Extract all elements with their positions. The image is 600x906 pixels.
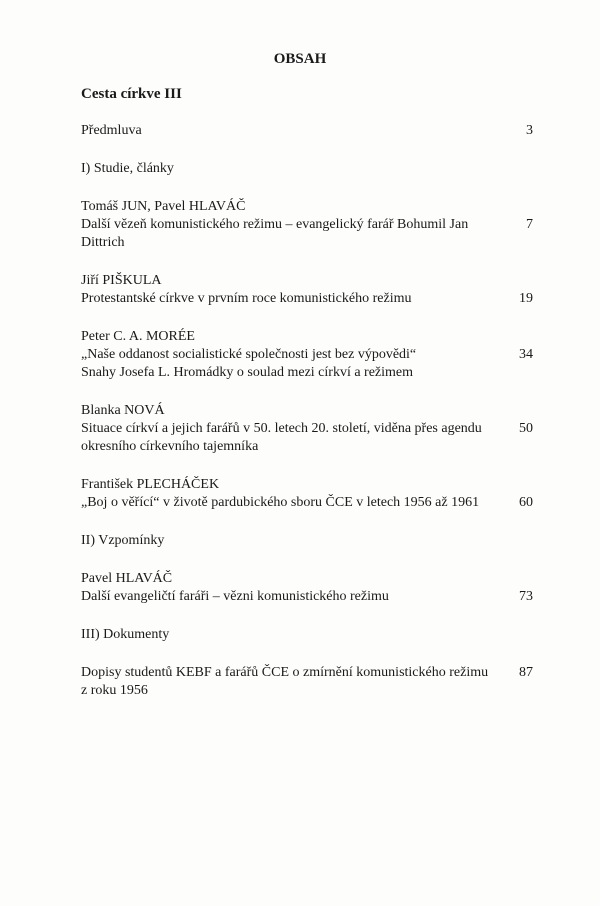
toc-entry — [81, 476, 533, 512]
toc-entry — [81, 328, 533, 382]
toc-entry — [81, 402, 533, 456]
toc-entry — [81, 664, 533, 700]
book-title: Cesta církve III — [81, 86, 182, 102]
toc-entry-preface — [81, 122, 533, 140]
entry-title: Další evangeličtí faráři – vězni komunistického režimu — [81, 589, 389, 604]
entry-title: „Naše oddanost socialistické společnosti jest bez výpovědi“ — [81, 347, 417, 362]
section-heading: II) Vzpomínky — [81, 533, 165, 548]
toc-entry — [81, 198, 533, 252]
page-number: 50 — [519, 421, 533, 436]
entry-title-cont: okresního církevního tajemníka — [81, 439, 259, 454]
section-heading: III) Dokumenty — [81, 627, 170, 642]
page-number: 19 — [519, 291, 533, 306]
page-number: 73 — [519, 589, 533, 604]
entry-title: „Boj o věřící“ v životě pardubického sboru ČCE v letech 1956 až 1961 — [81, 495, 480, 510]
table-of-contents — [81, 122, 533, 720]
entry-author: Blanka NOVÁ — [81, 403, 165, 418]
entry-title-cont: z roku 1956 — [81, 683, 148, 698]
entry-title: Protestantské církve v prvním roce komunistického režimu — [81, 291, 412, 306]
entry-subtitle: Snahy Josefa L. Hromádky o soulad mezi církví a režimem — [81, 365, 414, 380]
entry-author: Tomáš JUN, Pavel HLAVÁČ — [81, 199, 246, 214]
entry-title: Dopisy studentů KEBF a farářů ČCE o zmírnění komunistického režimu — [81, 665, 489, 680]
page-number: 60 — [519, 495, 533, 510]
entry-author: Peter C. A. MORÉE — [81, 329, 195, 344]
page-number: 7 — [526, 217, 533, 232]
entry-author: Jiří PIŠKULA — [81, 273, 162, 288]
entry-author: Pavel HLAVÁČ — [81, 571, 173, 586]
page-number: 3 — [526, 123, 533, 138]
page-title: OBSAH — [273, 51, 327, 67]
entry-title: Situace církví a jejich farářů v 50. letech 20. století, viděna přes agendu — [81, 421, 482, 436]
entry-title: Předmluva — [81, 123, 142, 138]
entry-author: František PLECHÁČEK — [81, 477, 220, 492]
entry-title: Další vězeň komunistického režimu – evangelický farář Bohumil Jan Dittrich — [81, 217, 469, 250]
toc-entry — [81, 272, 533, 308]
toc-entry — [81, 570, 533, 606]
page-number: 34 — [519, 347, 533, 362]
page-number: 87 — [519, 665, 533, 680]
section-heading: I) Studie, články — [81, 161, 174, 176]
